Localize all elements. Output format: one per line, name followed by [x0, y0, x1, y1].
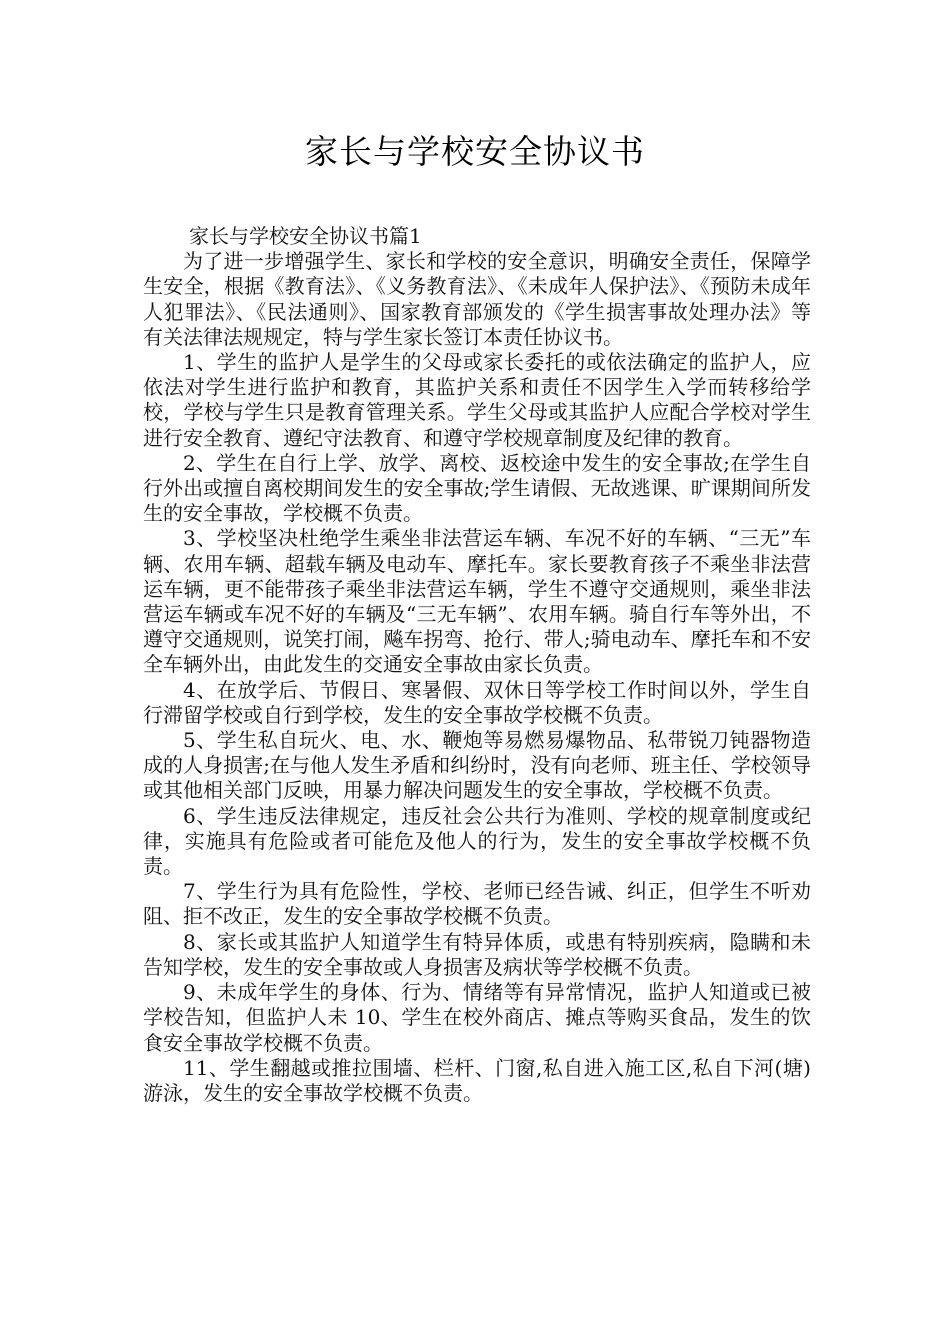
paragraph-clause-3: 3、学校坚决杜绝学生乘坐非法营运车辆、车况不好的车辆、“三无”车辆、农用车辆、超载车辆及电动车、摩托车。家长要教育孩子不乘坐非法营运车辆，更不能带孩子乘坐非法营运车辆，学生不遵守交通规则，乘坐非法营运车辆或车况不好的车辆及“三无车辆”、农用车辆。骑自行车等外出，不遵守交通规则，说笑打闹，飚车拐弯、抢行、带人;骑电动车、摩托车和不安全车辆外出，由此发生的交通安全事故由家长负责。 [143, 526, 811, 677]
section-subtitle: 家长与学校安全协议书篇1 [189, 224, 422, 248]
paragraph-clause-5: 5、学生私自玩火、电、水、鞭炮等易燃易爆物品、私带锐刀钝器物造成的人身损害;在与他人发生矛盾和纠纷时，没有向老师、班主任、学校领导或其他相关部门反映，用暴力解决问题发生的安全事故，学校概不负责。 [143, 728, 811, 803]
paragraph-clause-2: 2、学生在自行上学、放学、离校、返校途中发生的安全事故;在学生自行外出或擅自离校期间发生的安全事故;学生请假、无故逃课、旷课期间所发生的安全事故，学校概不负责。 [143, 450, 811, 526]
document-title: 家长与学校安全协议书 [305, 132, 645, 171]
paragraph-intro: 为了进一步增强学生、家长和学校的安全意识，明确安全责任，保障学生安全，根据《教育法》、《义务教育法》、《未成年人保护法》、《预防未成年人犯罪法》、《民法通则》、国家教育部颁发的《学生损害事故处理办法》等有关法律法规规定，特与学生家长签订本责任协议书。 [143, 249, 811, 349]
paragraph-clause-11: 11、学生翻越或推拉围墙、栏杆、门窗,私自进入施工区,私自下河(塘)游泳，发生的安全事故学校概不负责。 [143, 1055, 811, 1105]
paragraph-clause-6: 6、学生违反法律规定，违反社会公共行为准则、学校的规章制度或纪律，实施具有危险或者可能危及他人的行为，发生的安全事故学校概不负责。 [143, 803, 811, 879]
paragraph-clause-9-10: 9、未成年学生的身体、行为、情绪等有异常情况，监护人知道或已被学校告知，但监护人未 10、学生在校外商店、摊点等购买食品，发生的饮食安全事故学校概不负责。 [143, 980, 811, 1055]
document-body [143, 224, 811, 1106]
paragraph-clause-7: 7、学生行为具有危险性，学校、老师已经告诫、纠正，但学生不听劝阻、拒不改正，发生的安全事故学校概不负责。 [143, 879, 811, 929]
paragraph-clause-8: 8、家长或其监护人知道学生有特异体质，或患有特别疾病，隐瞒和未告知学校，发生的安全事故或人身损害及病状等学校概不负责。 [143, 929, 811, 979]
paragraph-clause-1: 1、学生的监护人是学生的父母或家长委托的或依法确定的监护人，应依法对学生进行监护和教育，其监护关系和责任不因学生入学而转移给学校，学校与学生只是教育管理关系。学生父母或其监护人应配合学校对学生进行安全教育、遵纪守法教育、和遵守学校规章制度及纪律的教育。 [143, 350, 811, 450]
paragraph-clause-4: 4、在放学后、节假日、寒暑假、双休日等学校工作时间以外，学生自行滞留学校或自行到学校，发生的安全事故学校概不负责。 [143, 677, 811, 727]
